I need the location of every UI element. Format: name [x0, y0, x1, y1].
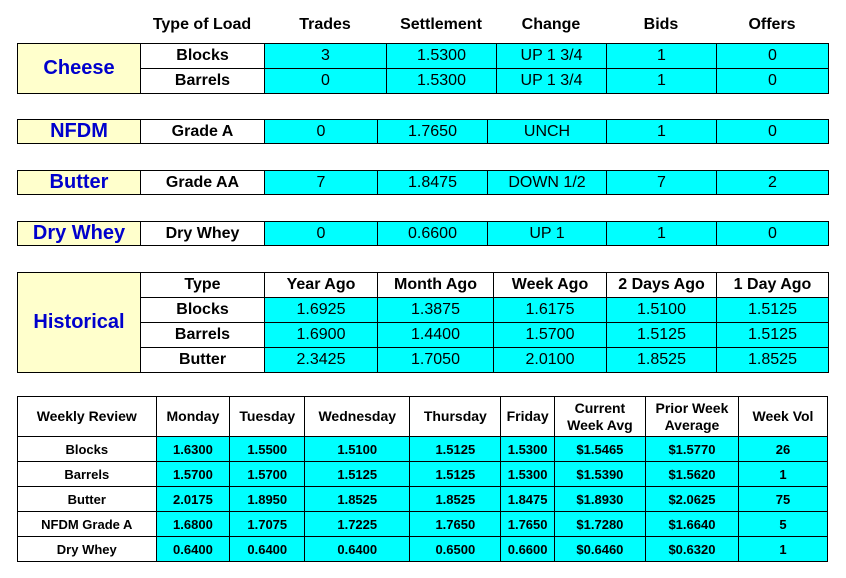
butter-trades: 7 [265, 171, 378, 195]
cheese-trades: 3 [265, 44, 387, 69]
weekly-value: $1.8930 [554, 487, 645, 512]
weekly-value: $2.0625 [645, 487, 738, 512]
cheese-offers: 0 [717, 69, 829, 94]
weekly-value: 2.0175 [156, 487, 230, 512]
historical-value: 1.6900 [265, 323, 378, 348]
weekly-header: Friday [501, 397, 555, 437]
historical-value: 1.5100 [607, 298, 717, 323]
weekly-value: $1.5770 [645, 437, 738, 462]
weekly-value: $0.6320 [645, 537, 738, 562]
butter-settlement: 1.8475 [378, 171, 488, 195]
weekly-header: Weekly Review [18, 397, 157, 437]
weekly-value: 1.7225 [305, 512, 410, 537]
weekly-value: 26 [738, 437, 827, 462]
nfdm-trades: 0 [265, 120, 378, 144]
butter-label: Butter [18, 171, 141, 195]
cheese-change: UP 1 3/4 [497, 44, 607, 69]
cheese-label: Cheese [18, 44, 141, 94]
historical-header: Week Ago [494, 273, 607, 298]
table-row [18, 537, 828, 562]
butter-type: Grade AA [141, 171, 265, 195]
historical-type: Butter [141, 348, 265, 373]
drywhey-table [17, 221, 829, 246]
cheese-bids: 1 [607, 69, 717, 94]
table-row [18, 462, 828, 487]
weekly-value: 1 [738, 537, 827, 562]
weekly-value: $1.5390 [554, 462, 645, 487]
weekly-product: Barrels [18, 462, 157, 487]
drywhey-trades: 0 [265, 222, 378, 246]
weekly-value: $1.5465 [554, 437, 645, 462]
nfdm-table [17, 119, 829, 144]
drywhey-offers: 0 [717, 222, 829, 246]
nfdm-type: Grade A [141, 120, 265, 144]
historical-value: 1.5125 [717, 323, 829, 348]
drywhey-bids: 1 [607, 222, 717, 246]
weekly-value: 1.5125 [410, 437, 501, 462]
weekly-value: 1.5700 [230, 462, 305, 487]
historical-value: 1.4400 [378, 323, 494, 348]
header-change: Change [521, 16, 581, 33]
historical-value: 1.3875 [378, 298, 494, 323]
weekly-value: 75 [738, 487, 827, 512]
butter-table [17, 170, 829, 195]
cheese-settlement: 1.5300 [387, 69, 497, 94]
weekly-review-table [17, 396, 828, 562]
historical-header: Month Ago [378, 273, 494, 298]
nfdm-settlement: 1.7650 [378, 120, 488, 144]
weekly-value: 0.6500 [410, 537, 501, 562]
drywhey-settlement: 0.6600 [378, 222, 488, 246]
weekly-value: 1.8525 [410, 487, 501, 512]
drywhey-change: UP 1 [488, 222, 607, 246]
weekly-header: Tuesday [230, 397, 305, 437]
nfdm-change: UNCH [488, 120, 607, 144]
header-settlement: Settlement [400, 16, 482, 33]
historical-value: 1.5700 [494, 323, 607, 348]
weekly-value: 1.7650 [410, 512, 501, 537]
header-type-of-load: Type of Load [152, 16, 252, 33]
weekly-value: 1.8950 [230, 487, 305, 512]
nfdm-offers: 0 [717, 120, 829, 144]
historical-header: 2 Days Ago [607, 273, 717, 298]
weekly-product: Blocks [18, 437, 157, 462]
cheese-offers: 0 [717, 44, 829, 69]
weekly-product: NFDM Grade A [18, 512, 157, 537]
weekly-product: Butter [18, 487, 157, 512]
historical-value: 1.5125 [607, 323, 717, 348]
table-row [18, 487, 828, 512]
weekly-value: 1.6300 [156, 437, 230, 462]
weekly-value: 1.5125 [410, 462, 501, 487]
cheese-type: Barrels [141, 69, 265, 94]
historical-value: 1.8525 [717, 348, 829, 373]
historical-header: Year Ago [265, 273, 378, 298]
cheese-trades: 0 [265, 69, 387, 94]
weekly-value: 1.5100 [305, 437, 410, 462]
weekly-value: 0.6400 [305, 537, 410, 562]
weekly-value: $1.5620 [645, 462, 738, 487]
cheese-change: UP 1 3/4 [497, 69, 607, 94]
weekly-value: 1.7075 [230, 512, 305, 537]
weekly-value: 1.7650 [501, 512, 555, 537]
weekly-value: $0.6460 [554, 537, 645, 562]
butter-offers: 2 [717, 171, 829, 195]
historical-value: 2.0100 [494, 348, 607, 373]
weekly-value: 1.5300 [501, 462, 555, 487]
weekly-header: Prior Week Average [645, 397, 738, 437]
table-row [18, 437, 828, 462]
cheese-type: Blocks [141, 44, 265, 69]
weekly-value: 0.6400 [230, 537, 305, 562]
historical-label: Historical [18, 273, 141, 373]
weekly-value: 1.6800 [156, 512, 230, 537]
historical-value: 1.6925 [265, 298, 378, 323]
table-row [18, 397, 828, 437]
weekly-value: 1.8525 [305, 487, 410, 512]
cheese-bids: 1 [607, 44, 717, 69]
historical-value: 1.6175 [494, 298, 607, 323]
table-row [18, 222, 829, 246]
header-offers: Offers [748, 16, 796, 33]
header-trades: Trades [299, 16, 351, 33]
table-row [18, 171, 829, 195]
table-row [18, 273, 829, 298]
weekly-value: 1.5500 [230, 437, 305, 462]
weekly-header: Current Week Avg [554, 397, 645, 437]
historical-header: Type [141, 273, 265, 298]
butter-bids: 7 [607, 171, 717, 195]
historical-header: 1 Day Ago [717, 273, 829, 298]
weekly-header: Week Vol [738, 397, 827, 437]
nfdm-bids: 1 [607, 120, 717, 144]
weekly-header: Monday [156, 397, 230, 437]
weekly-value: 1.8475 [501, 487, 555, 512]
drywhey-type: Dry Whey [141, 222, 265, 246]
weekly-value: 0.6400 [156, 537, 230, 562]
historical-value: 2.3425 [265, 348, 378, 373]
weekly-value: $1.6640 [645, 512, 738, 537]
table-row [18, 512, 828, 537]
historical-value: 1.8525 [607, 348, 717, 373]
butter-change: DOWN 1/2 [488, 171, 607, 195]
historical-table [17, 272, 829, 373]
weekly-value: 1 [738, 462, 827, 487]
weekly-header: Wednesday [305, 397, 410, 437]
weekly-value: $1.7280 [554, 512, 645, 537]
weekly-value: 1.5700 [156, 462, 230, 487]
weekly-header: Thursday [410, 397, 501, 437]
historical-type: Blocks [141, 298, 265, 323]
historical-value: 1.7050 [378, 348, 494, 373]
historical-value: 1.5125 [717, 298, 829, 323]
drywhey-label: Dry Whey [18, 222, 141, 246]
weekly-value: 1.5125 [305, 462, 410, 487]
weekly-value: 1.5300 [501, 437, 555, 462]
weekly-value: 5 [738, 512, 827, 537]
table-row [18, 120, 829, 144]
nfdm-label: NFDM [18, 120, 141, 144]
cheese-table [17, 43, 829, 94]
weekly-value: 0.6600 [501, 537, 555, 562]
cheese-settlement: 1.5300 [387, 44, 497, 69]
historical-type: Barrels [141, 323, 265, 348]
weekly-product: Dry Whey [18, 537, 157, 562]
table-row [18, 44, 829, 69]
header-bids: Bids [643, 16, 679, 33]
